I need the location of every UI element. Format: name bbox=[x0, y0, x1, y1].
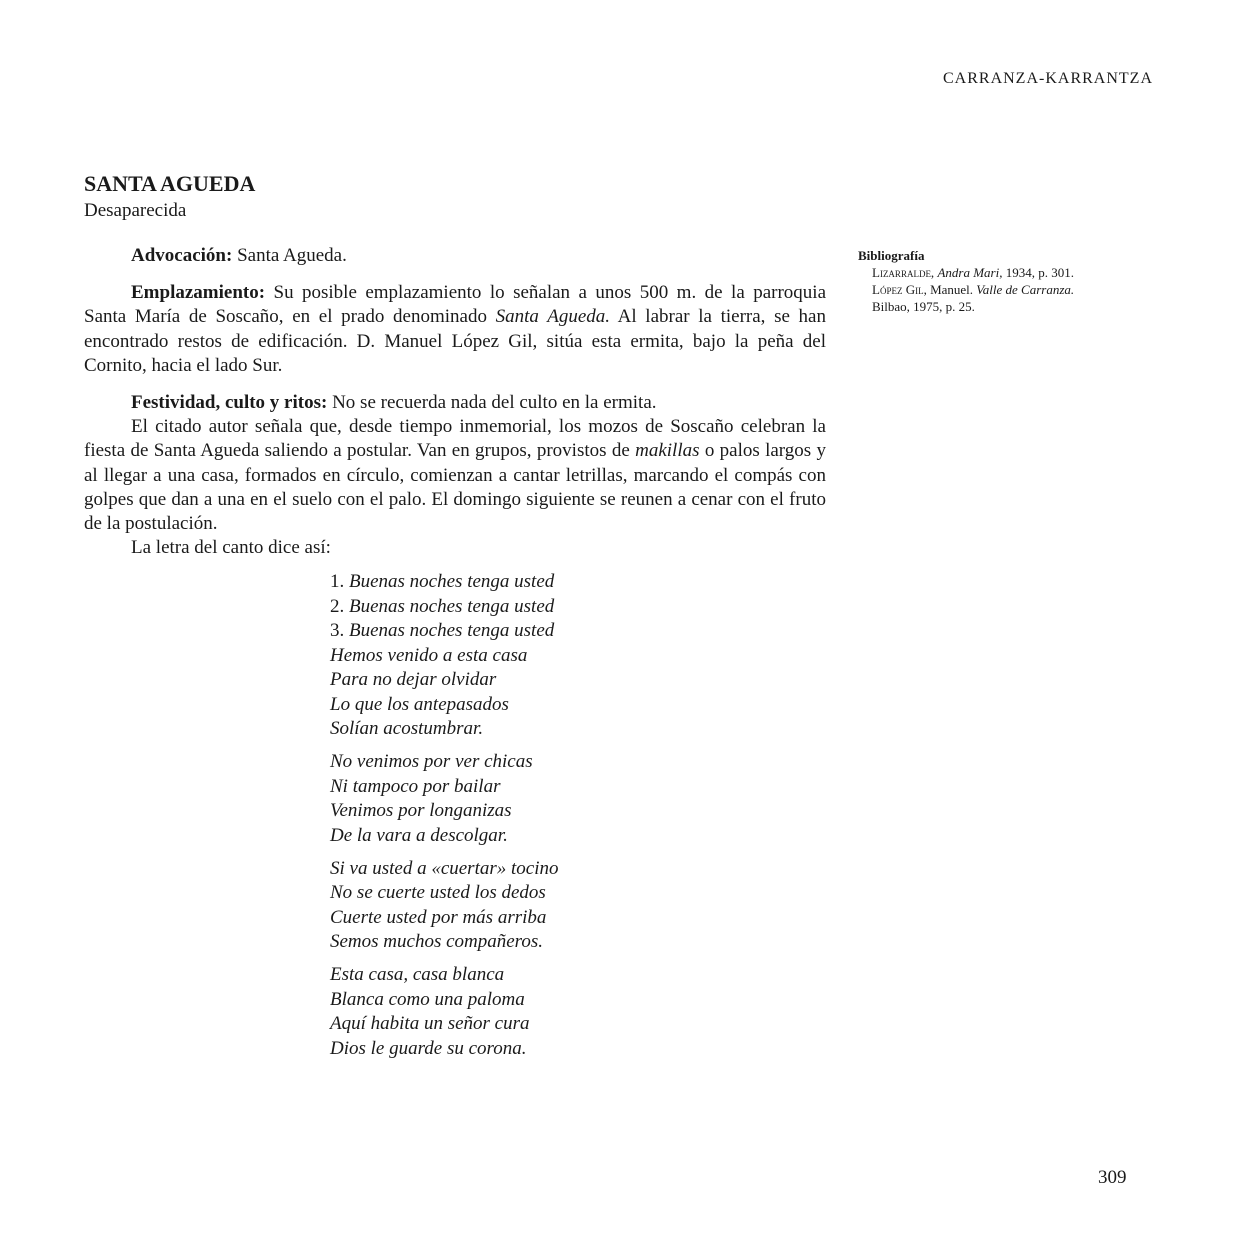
poem-line: Dios le guarde su corona. bbox=[330, 1037, 527, 1059]
bibliography-work: Valle de Carranza. bbox=[976, 282, 1075, 297]
poem-line: De la vara a descolgar. bbox=[330, 824, 508, 846]
festividad-text: No se recuerda nada del culto en la ermita. bbox=[327, 392, 657, 414]
bibliography-author: Lizarralde, bbox=[872, 265, 935, 280]
poem-stanza-2 bbox=[330, 750, 826, 848]
bibliography-author: López Gil, bbox=[872, 282, 927, 297]
poem-line: No se cuerte usted los dedos bbox=[330, 882, 546, 904]
line-number: 3. bbox=[330, 620, 345, 642]
line-number: 2. bbox=[330, 595, 345, 617]
poem-line: Solían acostumbrar. bbox=[330, 718, 484, 740]
poem-line: Lo que los antepasados bbox=[330, 693, 509, 715]
emplazamiento-label: Emplazamiento: bbox=[131, 282, 266, 304]
festividad-p2-text-2: o palos largos y al llegar a una casa, formados en círculo, comienzan a cantar letrillas, marcando el compás con golpes que dan a una en el suelo con el palo. El domingo siguiente se reunen a cenar con el fruto de la postulación. bbox=[84, 440, 826, 535]
poem-stanza-1 bbox=[330, 570, 826, 742]
poem-line: Cuerte usted por más arriba bbox=[330, 906, 547, 928]
poem-line: Venimos por longanizas bbox=[330, 800, 512, 822]
advocacion-label: Advocación: bbox=[131, 245, 233, 266]
poem-line: Para no dejar olvidar bbox=[330, 669, 497, 691]
festividad-label: Festividad, culto y ritos: bbox=[131, 392, 328, 414]
poem-line: Si va usted a «cuertar» tocino bbox=[330, 857, 559, 879]
poem-line: Esta casa, casa blanca bbox=[330, 964, 505, 986]
subtitle: Desaparecida bbox=[84, 200, 187, 221]
line-text: Buenas noches tenga usted bbox=[344, 620, 555, 642]
poem-stanza-3 bbox=[330, 857, 826, 955]
bibliography-title: Bibliografía bbox=[858, 248, 925, 263]
festividad-p2-italic: makillas bbox=[635, 440, 700, 462]
poem-line: Aquí habita un señor cura bbox=[330, 1013, 530, 1035]
page-title: SANTA AGUEDA bbox=[84, 171, 256, 196]
bibliography bbox=[858, 247, 1158, 315]
emplazamiento-text-2: Al labrar la tierra, se han encontrado restos de edificación. D. Manuel López Gil, sitúa esta ermita, bajo la peña del Cornito, hacia el lado Sur. bbox=[84, 306, 826, 376]
bibliography-work: Andra Mari, bbox=[937, 265, 1003, 280]
poem-line bbox=[330, 570, 826, 595]
poem-line bbox=[330, 619, 826, 644]
bibliography-entry bbox=[858, 281, 1158, 298]
emplazamiento-text-1: Su posible emplazamiento lo señalan a unos 500 m. de la parroquia Santa María de Soscaño, en el prado denominado bbox=[84, 282, 826, 328]
bibliography-details: 1934, p. 301. bbox=[1002, 265, 1074, 280]
bibliography-entry-continued: Bilbao, 1975, p. 25. bbox=[872, 299, 975, 314]
line-text: Buenas noches tenga usted bbox=[344, 595, 555, 617]
poem-line: Ni tampoco por bailar bbox=[330, 775, 501, 797]
emplazamiento-italic: Santa Agueda. bbox=[495, 306, 611, 328]
poem-stanza-4 bbox=[330, 963, 826, 1061]
festividad-p2-text-1: El citado autor señala que, desde tiempo inmemorial, los mozos de Soscaño celebran la fiesta de Santa Agueda saliendo a postular. Van en grupos, provistos de bbox=[84, 416, 826, 462]
line-text: Buenas noches tenga usted bbox=[344, 571, 555, 593]
advocacion-paragraph bbox=[84, 244, 826, 268]
bibliography-author-name: Manuel. bbox=[926, 282, 977, 297]
page-number: 309 bbox=[1098, 1167, 1127, 1188]
poem-line: Blanca como una paloma bbox=[330, 988, 525, 1010]
bibliography-entry bbox=[858, 264, 1158, 281]
poem bbox=[330, 570, 826, 1061]
poem-line: No venimos por ver chicas bbox=[330, 751, 533, 773]
festividad-paragraph-3: La letra del canto dice así: bbox=[131, 537, 331, 559]
main-column bbox=[84, 170, 826, 1070]
poem-line: Semos muchos compañeros. bbox=[330, 931, 544, 953]
festividad-paragraph-2 bbox=[84, 415, 826, 536]
festividad-paragraph bbox=[84, 391, 826, 415]
running-head: CARRANZA-KARRANTZA bbox=[943, 70, 1153, 87]
poem-line: Hemos venido a esta casa bbox=[330, 644, 528, 666]
poem-line bbox=[330, 595, 826, 620]
line-number: 1. bbox=[330, 571, 345, 593]
advocacion-text: Santa Agueda. bbox=[232, 245, 347, 266]
emplazamiento-paragraph bbox=[84, 281, 826, 378]
